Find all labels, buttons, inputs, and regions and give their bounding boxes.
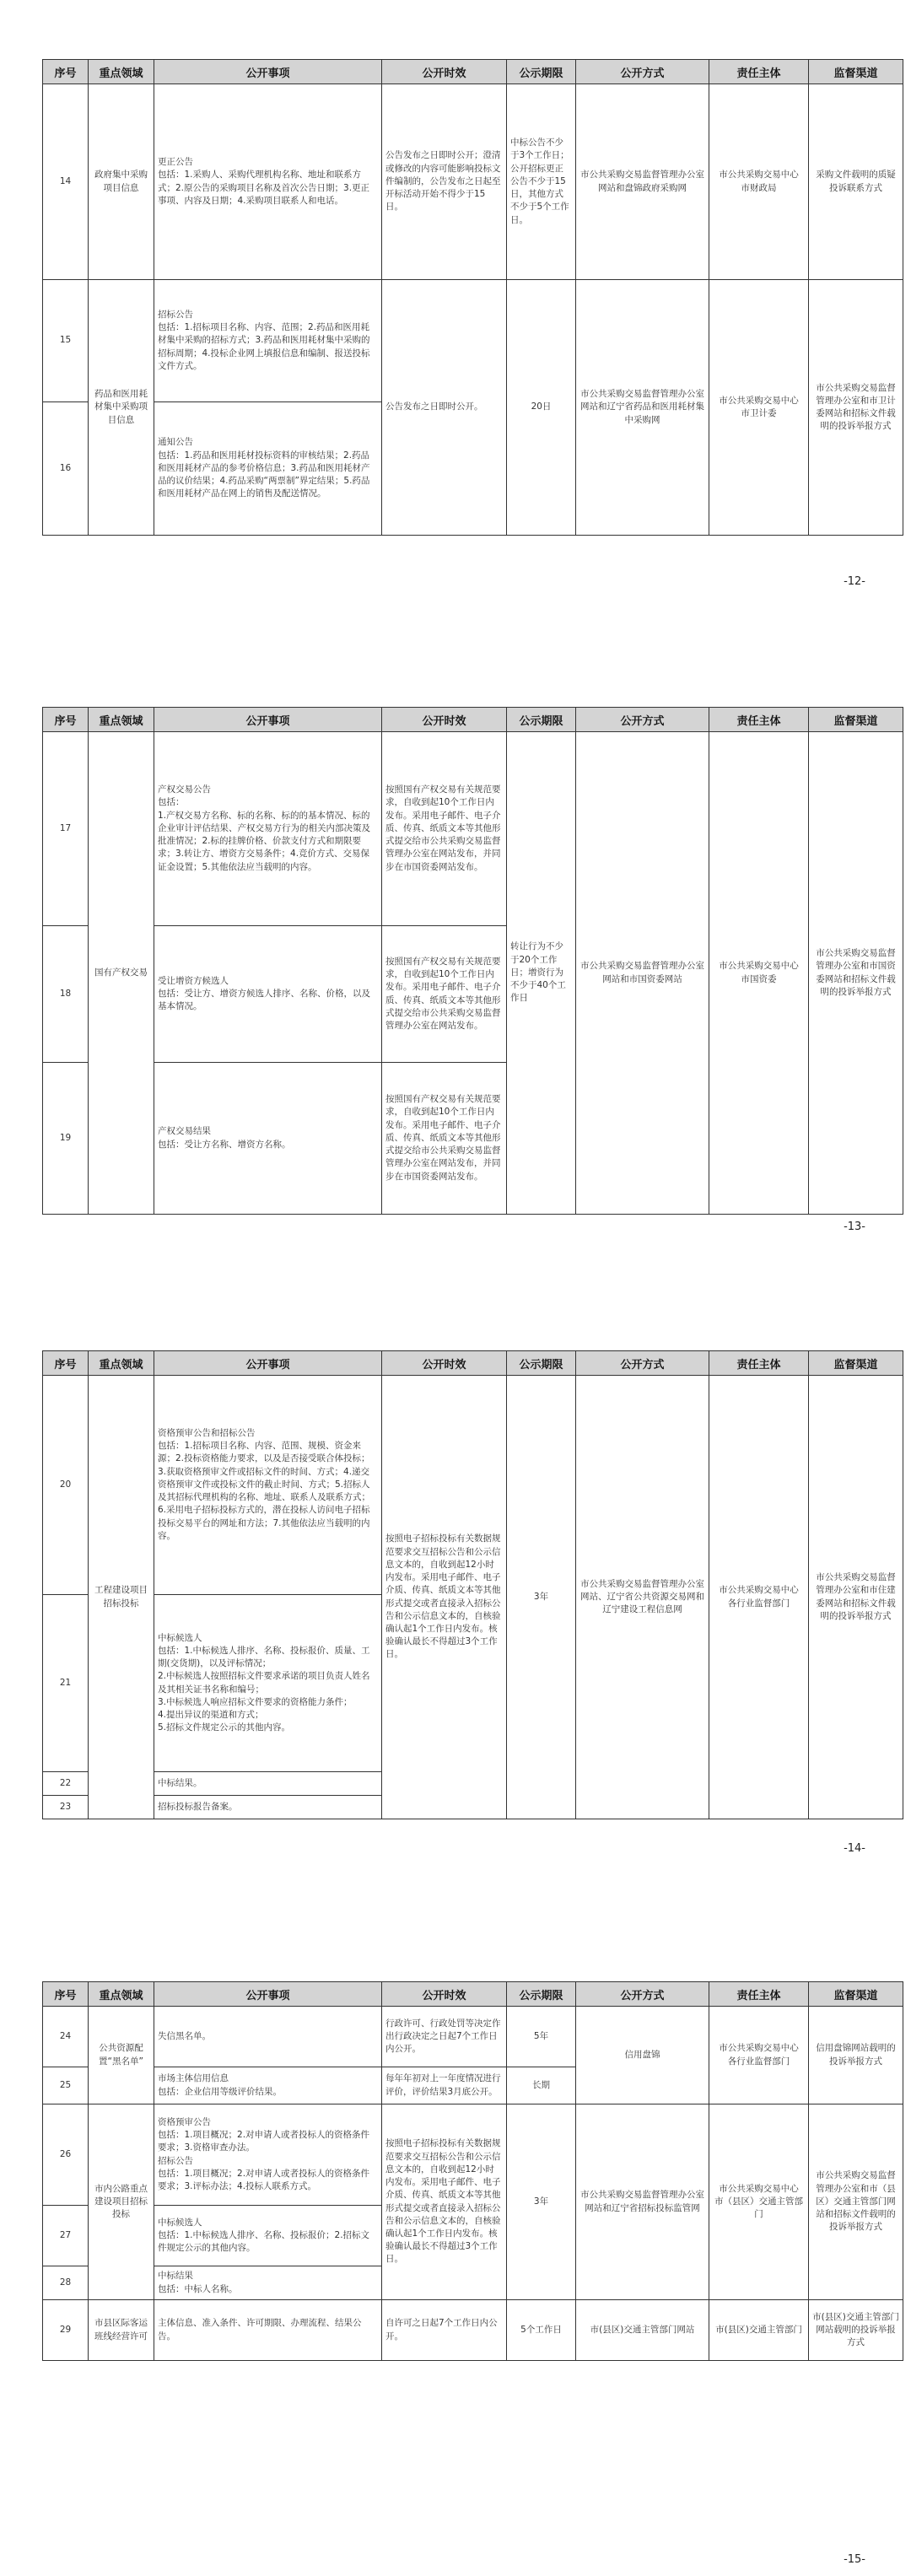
header-domain: 重点领域 [89,60,154,84]
row-channel: 市公共采购交易监督管理办公室和市住建委网站和招标文件载明的投诉举报方式 [809,1376,903,1819]
page-number: -14- [844,1842,865,1855]
header-matter: 公开事项 [154,1982,382,2007]
row-seq: 20 [43,1376,89,1595]
header-domain: 重点领域 [89,1351,154,1376]
row-method: 市公共采购交易监督管理办公室网站和辽宁省招标投标监管网 [576,2104,709,2300]
row-subject: 市公共采购交易中心 各行业监督部门 [709,2007,809,2104]
row-matter: 资格预审公告 包括：1.项目概况；2.对申请人或者投标人的资格条件要求；3.资格审查办法。 招标公告 包括：1.项目概况；2.对申请人或者投标人的资格条件要求；3.评标办法；4.投标人联系方式。 [154,2104,382,2206]
disclosure-table [42,707,903,1215]
table-header-row [43,1982,903,2007]
page-13 [0,644,911,1287]
header-seq: 序号 [43,1351,89,1376]
row-matter: 中标候选人 包括：1.中标候选人排序、名称、投标报价；2.招标文件规定公示的其他内容。 [154,2206,382,2266]
table-row [43,2300,903,2361]
row-channel: 信用盘锦网站载明的投诉举报方式 [809,2007,903,2104]
row-matter: 失信黑名单。 [154,2007,382,2067]
row-seq: 26 [43,2104,89,2206]
row-seq: 23 [43,1796,89,1819]
header-method: 公开方式 [576,60,709,84]
row-period: 20日 [507,280,576,536]
row-subject: 市公共采购交易中心 各行业监督部门 [709,1376,809,1819]
header-subject: 责任主体 [709,1351,809,1376]
row-method: 市(县区)交通主管部门网站 [576,2300,709,2361]
row-method: 市公共采购交易监督管理办公室网站、辽宁省公共资源交易网和辽宁建设工程信息网 [576,1376,709,1819]
header-timeliness: 公开时效 [382,1982,507,2007]
header-channel: 监督渠道 [809,60,903,84]
header-matter: 公开事项 [154,60,382,84]
header-timeliness: 公开时效 [382,60,507,84]
row-seq: 22 [43,1772,89,1796]
row-matter: 中标结果。 [154,1772,382,1796]
table-row [43,732,903,926]
header-timeliness: 公开时效 [382,1351,507,1376]
row-matter: 中标结果 包括：中标人名称。 [154,2266,382,2300]
page-number: -12- [844,575,865,588]
table-header-row [43,1351,903,1376]
header-matter: 公开事项 [154,708,382,732]
row-seq: 29 [43,2300,89,2361]
row-domain: 工程建设项目招标投标 [89,1376,154,1819]
row-seq: 15 [43,280,89,402]
header-period: 公示期限 [507,1982,576,2007]
row-timeliness: 公告发布之日即时公开；澄清或修改的内容可能影响投标文件编制的，公告发布之日起至开标活动开始不得少于15日。 [382,84,507,280]
row-matter: 产权交易公告 包括： 1.产权交易方名称、标的名称、标的的基本情况、标的企业审计评估结果、产权交易方行为的相关内部决策及批准情况；2.标的挂牌价格、价款支付方式和期限要求；3.转让方、增资方交易条件；4.竞价方式、交易保证金设置；5.其他依法应当载明的内容。 [154,732,382,926]
page-number: -15- [844,2553,865,2566]
row-seq: 21 [43,1595,89,1772]
disclosure-table [42,1981,903,2361]
row-timeliness: 按照国有产权交易有关规范要求，自收到起10个工作日内发布。采用电子邮件、电子介质、传真、纸质文本等其他形式提交给市公共采购交易监督管理办公室在网站发布，并同步在市国资委网站发布。 [382,1063,507,1215]
header-subject: 责任主体 [709,1982,809,2007]
header-period: 公示期限 [507,1351,576,1376]
row-channel: 市公共采购交易监督管理办公室和市卫计委网站和招标文件载明的投诉举报方式 [809,280,903,536]
header-channel: 监督渠道 [809,708,903,732]
header-seq: 序号 [43,60,89,84]
row-seq: 18 [43,926,89,1063]
row-matter: 产权交易结果 包括：受让方名称、增资方名称。 [154,1063,382,1215]
row-matter: 市场主体信用信息 包括：企业信用等级评价结果。 [154,2067,382,2104]
row-period: 3年 [507,2104,576,2300]
row-domain: 药品和医用耗材集中采购项目信息 [89,280,154,536]
row-subject: 市公共采购交易中心 市财政局 [709,84,809,280]
row-matter: 中标候选人 包括：1.中标候选人排序、名称、投标报价、质量、工期(交货期)，以及评标情况； 2.中标候选人按照招标文件要求承诺的项目负责人姓名及其相关证书名称和编号； 3.中标候选人响应招标文件要求的资格能力条件； 4.提出异议的渠道和方式； 5.招标文件规定公示的其他内容。 [154,1595,382,1772]
row-channel: 市(县区)交通主管部门网站载明的投诉举报方式 [809,2300,903,2361]
header-seq: 序号 [43,1982,89,2007]
header-method: 公开方式 [576,1982,709,2007]
row-matter: 资格预审公告和招标公告 包括：1.招标项目名称、内容、范围、规模、资金来源；2.投标资格能力要求，以及是否接受联合体投标；3.获取资格预审文件或招标文件的时间、方式；4.递交资格预审文件或投标文件的截止时间、方式；5.招标人及其招标代理机构的名称、地址、联系人及联系方式；6.采用电子招标投标方式的，潜在投标人访问电子招标投标交易平台的网址和方法；7.其他依法应当载明的内容。 [154,1376,382,1595]
header-period: 公示期限 [507,708,576,732]
row-timeliness: 自许可之日起7个工作日内公开。 [382,2300,507,2361]
row-channel: 市公共采购交易监督管理办公室和市（县区）交通主管部门网站和招标文件载明的投诉举报方式 [809,2104,903,2300]
table-header-row [43,708,903,732]
disclosure-table [42,1350,903,1819]
row-matter: 受让增资方候选人 包括：受让方、增资方候选人排序、名称、价格，以及基本情况。 [154,926,382,1063]
row-method: 市公共采购交易监督管理办公室网站和市国资委网站 [576,732,709,1215]
row-seq: 24 [43,2007,89,2067]
row-timeliness: 按照电子招标投标有关数据规范要求交互招标公告和公示信息文本的，自收到起12小时内发布。采用电子邮件、电子介质、传真、纸质文本等其他形式提交或者直接录入招标公告和公示信息文本的，自核验确认起1个工作日内发布。核验确认最长不得超过3个工作日。 [382,2104,507,2300]
row-period: 中标公告不少于3个工作日；公开招标更正公告不少于15日，其他方式不少于5个工作日。 [507,84,576,280]
page-14 [0,1287,911,1931]
header-method: 公开方式 [576,1351,709,1376]
row-period: 5年 [507,2007,576,2067]
row-matter: 通知公告 包括：1.药品和医用耗材投标资料的审核结果；2.药品和医用耗材产品的参考价格信息；3.药品和医用耗材产品的议价结果；4.药品采购“两票制”界定结果；5.药品和医用耗材产品在网上的销售及配送情况。 [154,402,382,536]
header-method: 公开方式 [576,708,709,732]
table-row [43,280,903,402]
row-channel: 市公共采购交易监督管理办公室和市国资委网站和招标文件载明的投诉举报方式 [809,732,903,1215]
row-timeliness: 每年年初对上一年度情况进行评价，评价结果3月底公开。 [382,2067,507,2104]
row-method: 市公共采购交易监督管理办公室网站和盘锦政府采购网 [576,84,709,280]
row-domain: 政府集中采购项目信息 [89,84,154,280]
row-period: 转让行为不少于20个工作日；增资行为不少于40个工作日 [507,732,576,1215]
row-seq: 27 [43,2206,89,2266]
row-seq: 25 [43,2067,89,2104]
row-subject: 市公共采购交易中心 市（县区）交通主管部门 [709,2104,809,2300]
row-timeliness: 公告发布之日即时公开。 [382,280,507,536]
row-domain: 市内公路重点建设项目招标投标 [89,2104,154,2300]
header-subject: 责任主体 [709,708,809,732]
row-matter: 招标投标报告备案。 [154,1796,382,1819]
row-seq: 17 [43,732,89,926]
row-subject: 市公共采购交易中心 市国资委 [709,732,809,1215]
table-row [43,1376,903,1595]
header-channel: 监督渠道 [809,1351,903,1376]
row-domain: 市县区际客运班线经营许可 [89,2300,154,2361]
row-timeliness: 按照国有产权交易有关规范要求，自收到起10个工作日内发布。采用电子邮件、电子介质、传真、纸质文本等其他形式提交给市公共采购交易监督管理办公室在网站发布，并同步在市国资委网站发布。 [382,732,507,926]
header-domain: 重点领域 [89,708,154,732]
row-seq: 16 [43,402,89,536]
table-row [43,2104,903,2206]
row-matter: 更正公告 包括：1.采购人、采购代理机构名称、地址和联系方式；2.原公告的采购项目名称及首次公告日期；3.更正事项、内容及日期；4.采购项目联系人和电话。 [154,84,382,280]
row-method: 市公共采购交易监督管理办公室网站和辽宁省药品和医用耗材集中采购网 [576,280,709,536]
disclosure-table [42,59,903,536]
header-period: 公示期限 [507,60,576,84]
row-seq: 14 [43,84,89,280]
row-timeliness: 按照电子招标投标有关数据规范要求交互招标公告和公示信息文本的，自收到起12小时内发布。采用电子邮件、电子介质、传真、纸质文本等其他形式提交或者直接录入招标公告和公示信息文本的，自核验确认起1个工作日内发布。核验确认最长不得超过3个工作日。 [382,1376,507,1819]
row-subject: 市公共采购交易中心 市卫计委 [709,280,809,536]
row-channel: 采购文件载明的质疑投诉联系方式 [809,84,903,280]
header-seq: 序号 [43,708,89,732]
row-method: 信用盘锦 [576,2007,709,2104]
row-domain: 公共资源配置“黑名单” [89,2007,154,2104]
row-period: 5个工作日 [507,2300,576,2361]
page-12 [0,0,911,644]
row-domain: 国有产权交易 [89,732,154,1215]
table-row [43,84,903,280]
table-header-row [43,60,903,84]
row-matter: 主体信息、准入条件、许可期限、办理流程、结果公告。 [154,2300,382,2361]
page-15 [0,1931,911,2574]
row-seq: 28 [43,2266,89,2300]
header-domain: 重点领域 [89,1982,154,2007]
row-subject: 市(县区)交通主管部门 [709,2300,809,2361]
header-subject: 责任主体 [709,60,809,84]
header-matter: 公开事项 [154,1351,382,1376]
table-row [43,2007,903,2067]
header-timeliness: 公开时效 [382,708,507,732]
row-timeliness: 按照国有产权交易有关规范要求，自收到起10个工作日内发布。采用电子邮件、电子介质、传真、纸质文本等其他形式提交给市公共采购交易监督管理办公室在网站发布。 [382,926,507,1063]
row-timeliness: 行政许可、行政处罚等决定作出行政决定之日起7个工作日内公开。 [382,2007,507,2067]
row-period: 3年 [507,1376,576,1819]
row-seq: 19 [43,1063,89,1215]
page-number: -13- [844,1221,865,1233]
header-channel: 监督渠道 [809,1982,903,2007]
row-matter: 招标公告 包括：1.招标项目名称、内容、范围；2.药品和医用耗材集中采购的招标方式；3.药品和医用耗材集中采购的招标周期；4.投标企业网上填报信息和编制、报送投标文件方式。 [154,280,382,402]
row-period: 长期 [507,2067,576,2104]
